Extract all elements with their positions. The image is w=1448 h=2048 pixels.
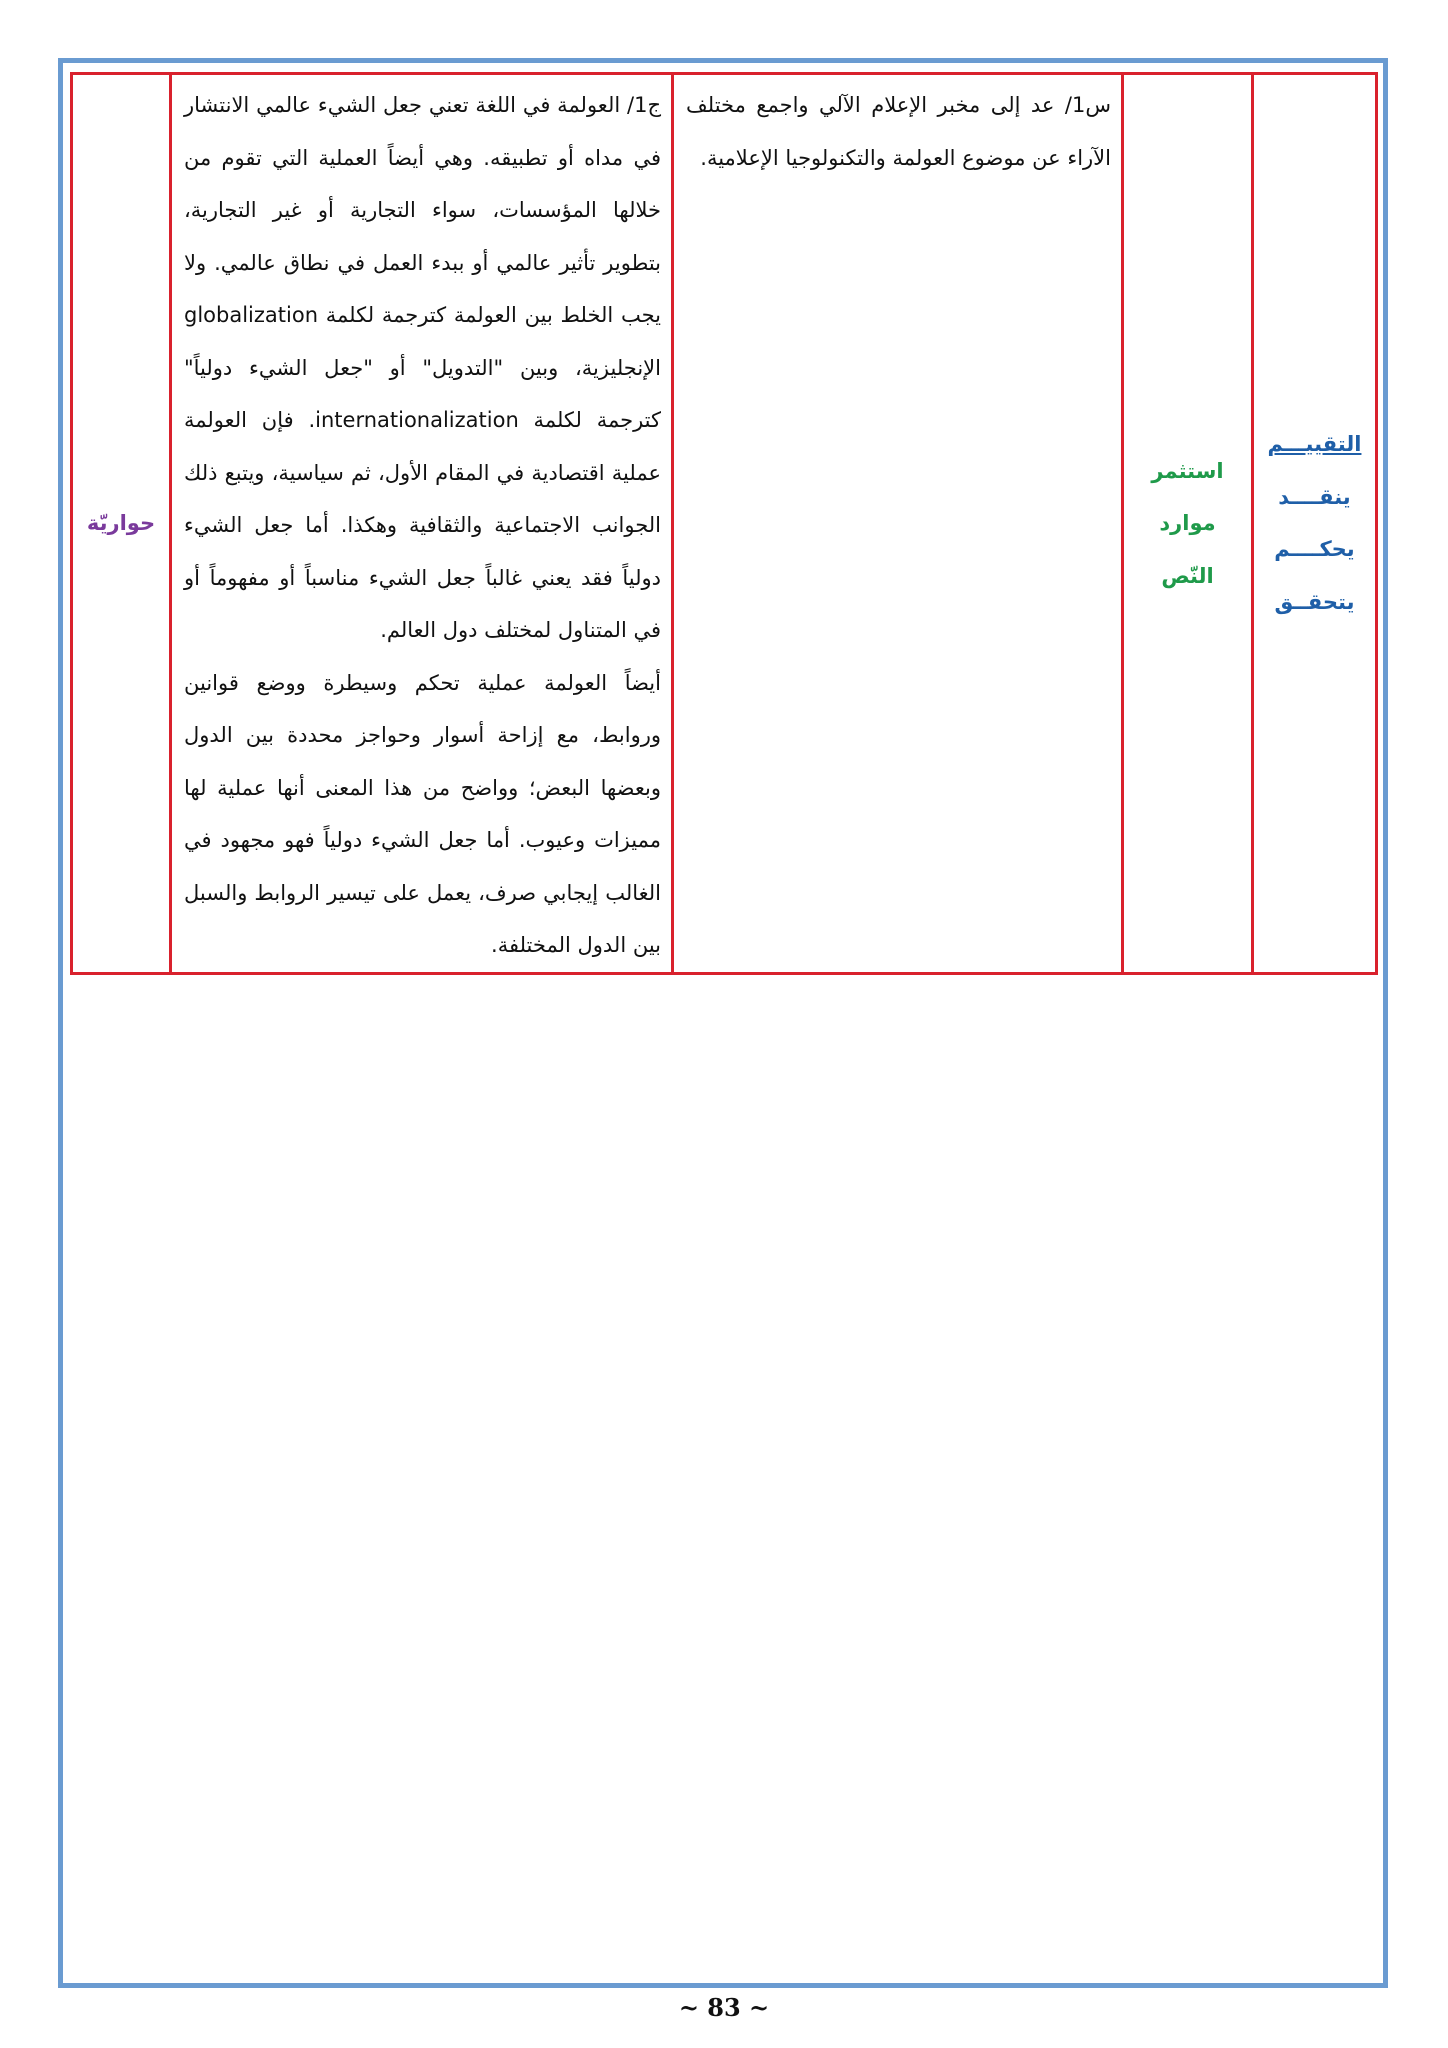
stage-title: التقييـــم (1267, 432, 1362, 457)
answer-cell (171, 74, 673, 974)
table-row (72, 74, 1377, 974)
answer-paragraph: أيضاً العولمة عملية تحكم وسيطرة ووضع قوانين وروابط، مع إزاحة أسوار وحواجز محددة بين الدول وبعضها البعض؛ وواضح من هذا المعنى أنها عملية لها مميزات وعيوب. أما جعل الشيء دولياً فهو مجهود في الغالب إيجابي صرف، يعمل على تيسير الروابط والسبل بين الدول المختلفة. (184, 670, 661, 957)
competency-cell (1123, 74, 1253, 974)
page-number: ~ 83 ~ (678, 1993, 770, 2022)
stage-cell (1253, 74, 1377, 974)
stage-verb: يحكــــم (1274, 537, 1355, 562)
competency-line: موارد (1159, 511, 1216, 535)
competency-line: استثمر (1151, 458, 1224, 483)
question-cell (673, 74, 1123, 974)
question-text: س1/ عد إلى مخبر الإعلام الآلي واجمع مختلف الآراء عن موضوع العولمة والتكنولوجيا الإعلامية. (686, 93, 1111, 170)
lesson-table (70, 72, 1378, 975)
stage-verb: ينقــــد (1278, 484, 1351, 509)
stage-verb: يتحقــق (1274, 589, 1355, 614)
mode-cell (72, 74, 171, 974)
interaction-mode: حواريّة (86, 511, 156, 535)
competency-line: النّص (1161, 563, 1214, 588)
answer-paragraph: ج1/ العولمة في اللغة تعني جعل الشيء عالمي الانتشار في مداه أو تطبيقه. وهي أيضاً العملية التي تقوم من خلالها المؤسسات، سواء التجارية أو غير التجارية، بتطوير تأثير عالمي أو ببدء العمل في نطاق عالمي. ولا يجب الخلط بين العولمة كترجمة لكلمة globalization الإنجليزية، وبين "التدويل" أو "جعل الشيء دولياً" كترجمة لكلمة internationalization. فإن العولمة عملية اقتصادية في المقام الأول، ثم سياسية، ويتبع ذلك الجوانب الاجتماعية والثقافية وهكذا. أما جعل الشيء دولياً فقد يعني غالباً جعل الشيء مناسباً أو مفهوماً أو في المتناول لمختلف دول العالم. (184, 93, 661, 642)
